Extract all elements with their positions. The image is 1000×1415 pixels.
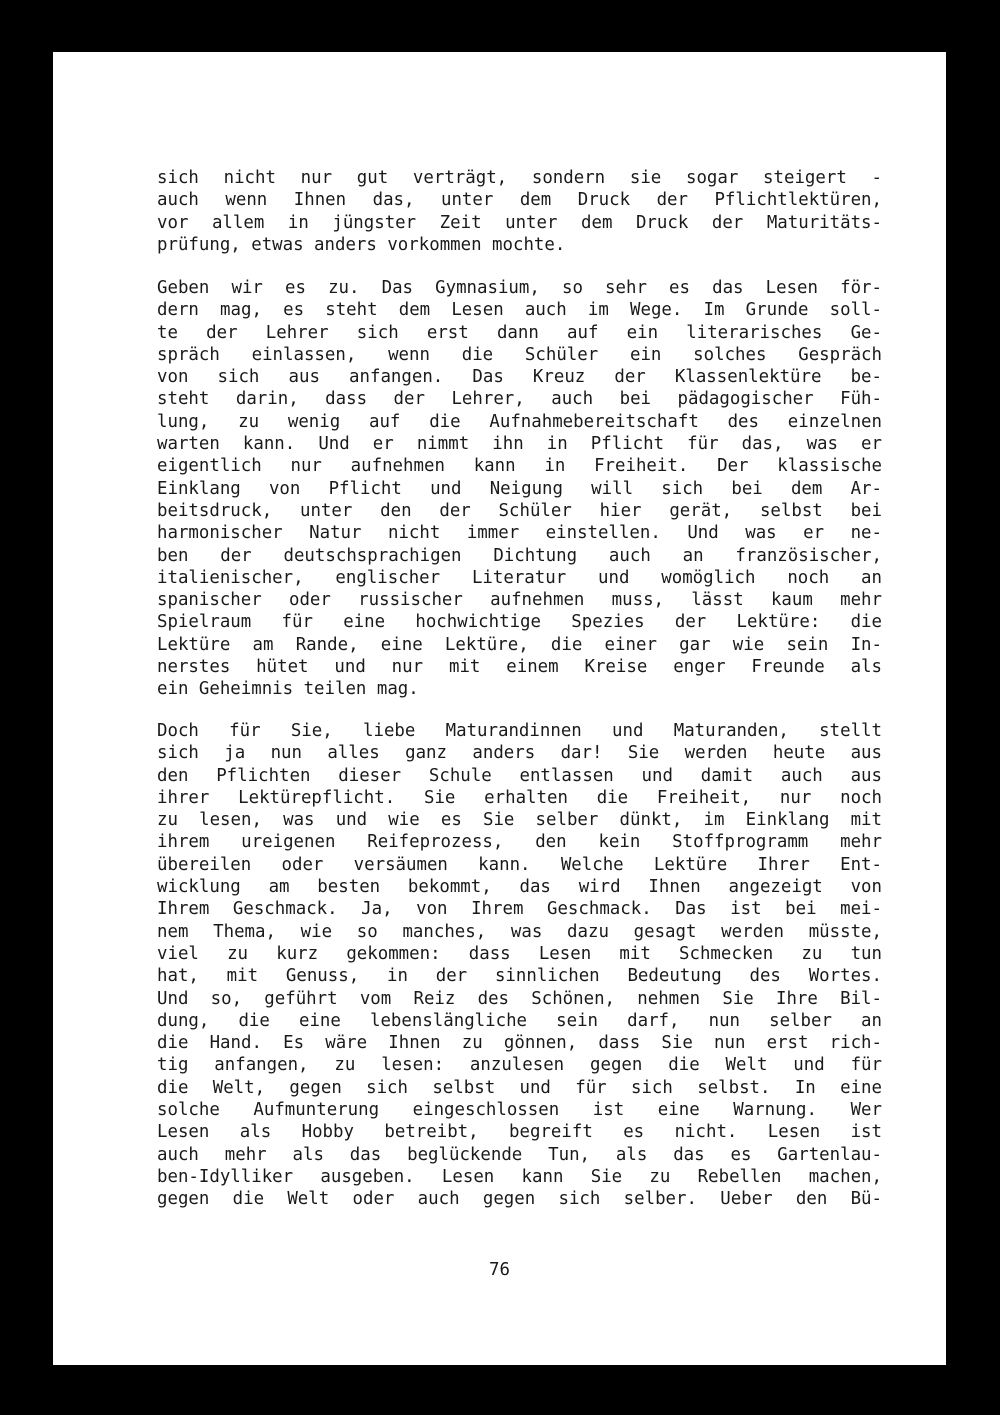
text-line: Lesen als Hobby betreibt, begreift es nicht. Lesen ist xyxy=(157,1122,882,1143)
text-line: steht darin, dass der Lehrer, auch bei pädagogischer Füh- xyxy=(157,389,882,410)
text-line: vor allem in jüngster Zeit unter dem Druck der Maturitäts- xyxy=(157,212,882,233)
text-line: ein Geheimnis teilen mag. xyxy=(157,679,419,700)
paragraph-3 xyxy=(157,720,882,1211)
text-line: sich ja nun alles ganz anders dar! Sie werden heute aus xyxy=(157,743,882,764)
text-line: Und so, geführt vom Reiz des Schönen, nehmen Sie Ihre Bil- xyxy=(157,988,882,1009)
text-line: die Hand. Es wäre Ihnen zu gönnen, dass Sie nun erst rich- xyxy=(157,1033,882,1054)
paragraph-1 xyxy=(157,167,882,256)
text-line: Doch für Sie, liebe Maturandinnen und Maturanden, stellt xyxy=(157,721,882,741)
text-line: solche Aufmunterung eingeschlossen ist eine Warnung. Wer xyxy=(157,1100,882,1121)
text-line: Spielraum für eine hochwichtige Spezies der Lektüre: die xyxy=(157,612,882,633)
text-line: warten kann. Und er nimmt ihn in Pflicht für das, was er xyxy=(157,434,882,455)
text-line: dung, die eine lebenslängliche sein darf, nun selber an xyxy=(157,1010,882,1031)
text-line: Geben wir es zu. Das Gymnasium, so sehr es das Lesen för- xyxy=(157,278,882,298)
text-line: Lektüre am Rande, eine Lektüre, die einer gar wie sein In- xyxy=(157,634,882,655)
document-page xyxy=(53,52,946,1365)
text-line: übereilen oder versäumen kann. Welche Lektüre Ihrer Ent- xyxy=(157,854,882,875)
text-line: ben der deutschsprachigen Dichtung auch an französischer, xyxy=(157,545,882,566)
text-line: viel zu kurz gekommen: dass Lesen mit Schmecken zu tun xyxy=(157,943,882,964)
text-line: beitsdruck, unter den der Schüler hier gerät, selbst bei xyxy=(157,500,882,521)
text-line: auch mehr als das beglückende Tun, als das es Gartenlau- xyxy=(157,1144,882,1165)
text-line: lung, zu wenig auf die Aufnahmebereitschaft des einzelnen xyxy=(157,411,882,432)
text-line: tig anfangen, zu lesen: anzulesen gegen die Welt und für xyxy=(157,1055,882,1076)
text-line: von sich aus anfangen. Das Kreuz der Klassenlektüre be- xyxy=(157,367,882,388)
text-line: die Welt, gegen sich selbst und für sich selbst. In eine xyxy=(157,1077,882,1098)
text-line: auch wenn Ihnen das, unter dem Druck der Pflichtlektüren, xyxy=(157,190,882,211)
paragraph-2 xyxy=(157,277,882,701)
text-line: wicklung am besten bekommt, das wird Ihnen angezeigt von xyxy=(157,877,882,898)
text-line: spräch einlassen, wenn die Schüler ein solches Gespräch xyxy=(157,344,882,365)
text-line: Ihrem Geschmack. Ja, von Ihrem Geschmack. Das ist bei mei- xyxy=(157,899,882,920)
text-line: hat, mit Genuss, in der sinnlichen Bedeutung des Wortes. xyxy=(157,966,882,987)
text-line: nem Thema, wie so manches, was dazu gesagt werden müsste, xyxy=(157,921,882,942)
text-line: nerstes hütet und nur mit einem Kreise enger Freunde als xyxy=(157,657,882,678)
text-line: den Pflichten dieser Schule entlassen und damit auch aus xyxy=(157,765,882,786)
text-line: sich nicht nur gut verträgt, sondern sie sogar steigert - xyxy=(157,168,882,188)
text-line: prüfung, etwas anders vorkommen mochte. xyxy=(157,234,566,255)
text-line: italienischer, englischer Literatur und womöglich noch an xyxy=(157,567,882,588)
text-line: zu lesen, was und wie es Sie selber dünkt, im Einklang mit xyxy=(157,810,882,831)
text-line: Einklang von Pflicht und Neigung will sich bei dem Ar- xyxy=(157,478,882,499)
text-line: dern mag, es steht dem Lesen auch im Wege. Im Grunde soll- xyxy=(157,300,882,321)
text-line: ihrer Lektürepflicht. Sie erhalten die Freiheit, nur noch xyxy=(157,787,882,808)
text-line: te der Lehrer sich erst dann auf ein literarisches Ge- xyxy=(157,322,882,343)
text-line: gegen die Welt oder auch gegen sich selber. Ueber den Bü- xyxy=(157,1189,882,1210)
text-line: eigentlich nur aufnehmen kann in Freiheit. Der klassische xyxy=(157,456,882,477)
text-line: ihrem ureigenen Reifeprozess, den kein Stoffprogramm mehr xyxy=(157,832,882,853)
text-line: harmonischer Natur nicht immer einstellen. Und was er ne- xyxy=(157,523,882,544)
page-number: 76 xyxy=(489,1260,510,1280)
text-line: spanischer oder russischer aufnehmen muss, lässt kaum mehr xyxy=(157,590,882,611)
text-line: ben-Idylliker ausgeben. Lesen kann Sie zu Rebellen machen, xyxy=(157,1166,882,1187)
